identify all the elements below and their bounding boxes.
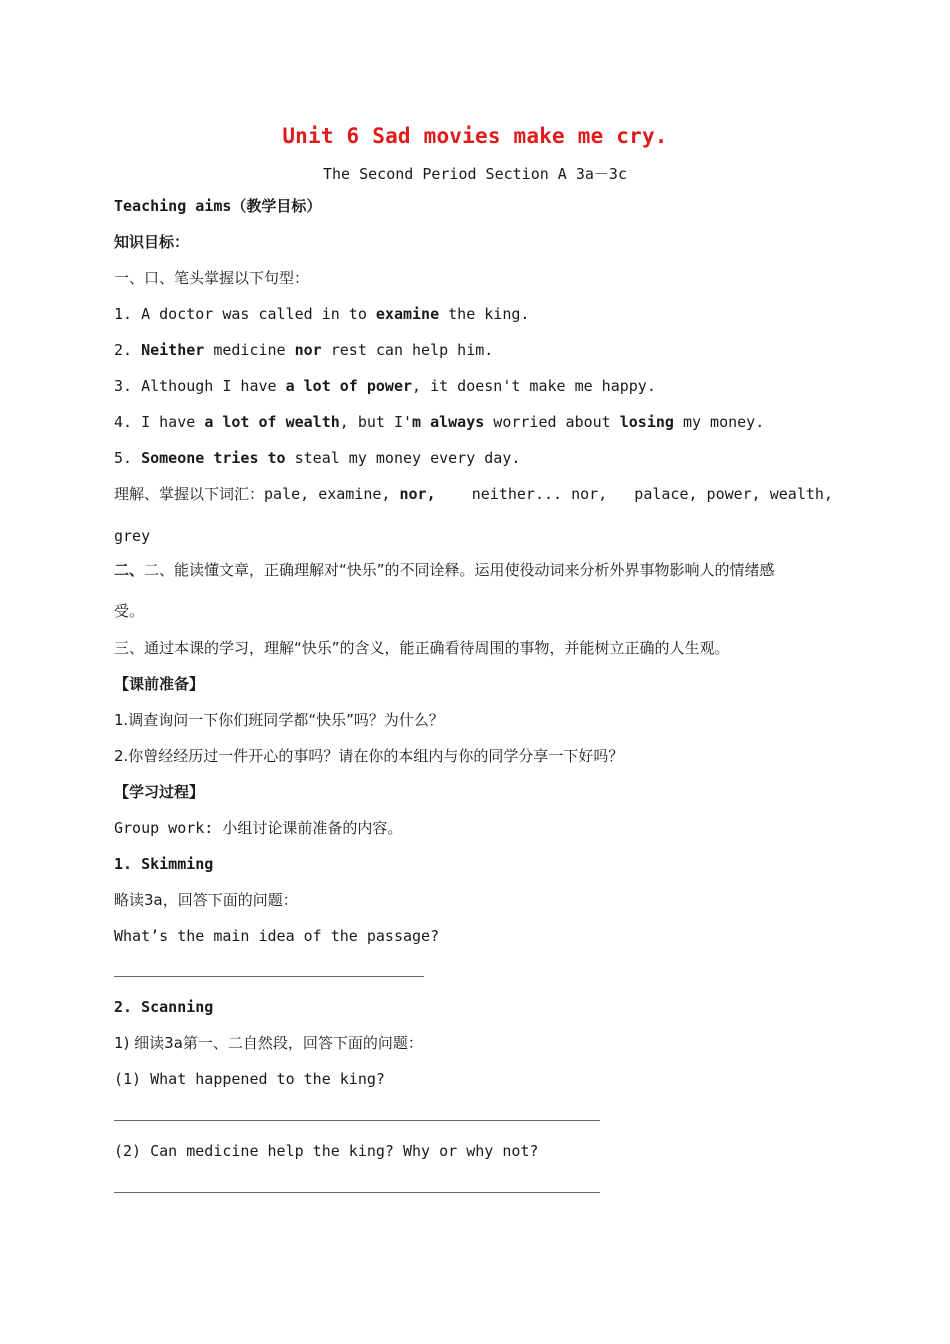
scanning-heading: 2. Scanning (114, 998, 214, 1016)
teaching-aims-heading: Teaching aims（教学目标） (114, 197, 322, 215)
skimming-instruction: 略读3a，回答下面的问题： (114, 891, 298, 909)
scanning-instruction: 1) 细读3a第一、二自然段，回答下面的问题： (114, 1034, 423, 1052)
scanning-question-1: (1) What happened to the king? (114, 1070, 385, 1088)
key-phrase: losing (619, 413, 674, 431)
sentence-text: 3. Although I have (114, 377, 286, 395)
group-work-line (114, 818, 402, 838)
page-subtitle: The Second Period Section A 3a－3c (323, 165, 627, 183)
process-heading: 【学习过程】 (114, 783, 205, 801)
prep-heading: 【课前准备】 (114, 675, 205, 693)
skimming-heading: 1. Skimming (114, 855, 214, 873)
knowledge-aims-heading: 知识目标： (114, 233, 190, 251)
vocabulary-key-word: nor, (399, 485, 436, 503)
sentence-4 (114, 412, 764, 432)
sentence-text: , it doesn't make me happy. (412, 377, 656, 395)
vocabulary-line-end: grey (114, 527, 151, 545)
key-phrase: Someone tries to (141, 449, 286, 467)
group-work-label: Group work: (114, 819, 223, 837)
skimming-question: What’s the main idea of the passage? (114, 927, 440, 945)
vocabulary-words: pale, examine, (264, 485, 400, 503)
part2-line-1: 二、二、能读懂文章，正确理解对“快乐”的不同诠释。运用使役动词来分析外界事物影响人的情绪感 (114, 561, 775, 579)
sentence-text: my money. (673, 413, 765, 431)
sentence-text: steal my money every day. (285, 449, 521, 467)
answer-line[interactable] (114, 1120, 600, 1121)
key-phrase: examine (375, 305, 440, 323)
sentence-text: , but I' (339, 413, 413, 431)
sentence-text: the king. (439, 305, 530, 323)
key-phrase: a lot of power (285, 377, 413, 395)
sentence-5 (114, 448, 520, 468)
key-phrase: m always (412, 413, 485, 431)
sentence-text: 1. A doctor was called in to (114, 305, 376, 323)
sentence-2 (114, 340, 493, 360)
sentence-text: 5. (114, 449, 142, 467)
key-phrase: nor (294, 341, 322, 359)
sentence-3 (114, 376, 656, 396)
sentence-1 (114, 304, 529, 324)
part1-heading: 一、口、笔头掌握以下句型： (114, 269, 310, 287)
key-phrase: a lot of wealth (204, 413, 340, 431)
sentence-text: 4. I have (114, 413, 205, 431)
sentence-text: medicine (204, 341, 295, 359)
prep-item-2: 2.你曾经经历过一件开心的事吗？请在你的本组内与你的同学分享一下好吗？ (114, 747, 624, 765)
part2-line-2: 受。 (114, 602, 145, 620)
sentence-text: worried about (484, 413, 620, 431)
part2-text: 二、能读懂文章，正确理解对“快乐”的不同诠释。运用使役动词来分析外界事物影响人的情绪感 (144, 561, 775, 579)
answer-line[interactable] (114, 976, 424, 977)
part3-line: 三、通过本课的学习，理解“快乐”的含义，能正确看待周围的事物，并能树立正确的人生观。 (114, 639, 730, 657)
vocabulary-label: 理解、掌握以下词汇： (114, 485, 265, 503)
sentence-text: rest can help him. (321, 341, 494, 359)
vocabulary-words: neither... nor, palace, power, wealth, (435, 485, 833, 503)
vocabulary-line (114, 484, 833, 504)
sentence-text: 2. (114, 341, 142, 359)
group-work-text: 小组讨论课前准备的内容。 (222, 819, 403, 837)
answer-line[interactable] (114, 1192, 600, 1193)
page-title: Unit 6 Sad movies make me cry. (282, 124, 668, 148)
scanning-question-2: (2) Can medicine help the king? Why or why not? (114, 1142, 539, 1160)
key-phrase: Neither (141, 341, 205, 359)
prep-item-1: 1.调查询问一下你们班同学都“快乐”吗？为什么？ (114, 711, 444, 729)
